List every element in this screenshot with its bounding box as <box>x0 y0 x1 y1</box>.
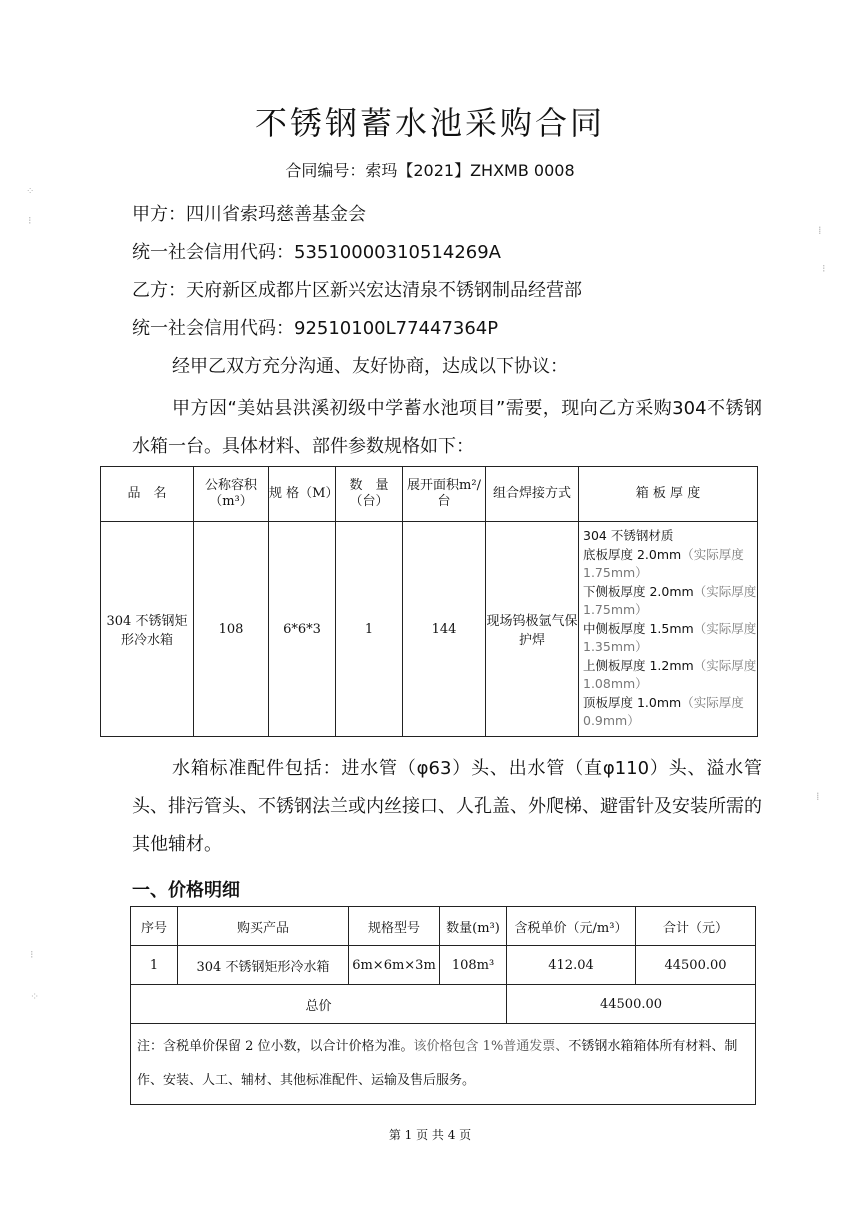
spec-cell-weld: 现场钨极氩气保护焊 <box>486 522 579 737</box>
spec-header-thickness: 箱 板 厚 度 <box>579 467 758 522</box>
spec-cell-area: 144 <box>403 522 486 737</box>
price-cell-product: 304 不锈钢矩形冷水箱 <box>178 946 349 985</box>
spec-header-qty: 数 量（台） <box>336 467 403 522</box>
thickness-line: 中侧板厚度 1.5mm（实际厚度 1.35mm） <box>583 620 757 655</box>
spec-table <box>100 466 758 737</box>
scan-smudge-right: ⁞ <box>818 224 822 237</box>
thickness-line: 上侧板厚度 1.2mm（实际厚度 1.08mm） <box>583 657 757 692</box>
price-table <box>130 906 756 1105</box>
thickness-line: 底板厚度 2.0mm（实际厚度 1.75mm） <box>583 546 744 581</box>
spec-cell-thickness <box>579 522 758 737</box>
spec-header-weld: 组合焊接方式 <box>486 467 579 522</box>
section-heading-price: 一、价格明细 <box>132 880 240 901</box>
spec-header-name: 品 名 <box>101 467 194 522</box>
spec-header-size: 规 格（M） <box>269 467 336 522</box>
price-header-product: 购买产品 <box>178 907 349 946</box>
price-header-model: 规格型号 <box>349 907 440 946</box>
price-note-row <box>131 1024 756 1105</box>
price-cell-unit-price: 412.04 <box>507 946 636 985</box>
party-a-credit-code: 统一社会信用代码：53510000310514269A <box>132 242 501 263</box>
spec-header-area: 展开面积m²/ 台 <box>403 467 486 522</box>
thickness-line: 下侧板厚度 2.0mm（实际厚度 1.75mm） <box>583 583 757 618</box>
price-cell-model: 6m×6m×3m <box>349 946 440 985</box>
price-header-row <box>131 907 756 946</box>
total-price-value: 44500.00 <box>507 985 756 1024</box>
thickness-line: 顶板厚度 1.0mm（实际厚度 0.9mm） <box>583 694 744 729</box>
spec-cell-name: 304 不锈钢矩形冷水箱 <box>101 522 194 737</box>
spec-cell-volume: 108 <box>194 522 269 737</box>
price-note: 注：含税单价保留 2 位小数，以合计价格为准。该价格包含 1%普通发票、不锈钢水箱箱体所有材料、制作、安装、人工、辅材、其他标准配件、运输及售后服务。 <box>131 1024 756 1105</box>
party-b: 乙方：天府新区成都片区新兴宏达清泉不锈钢制品经营部 <box>132 280 582 301</box>
total-price-label: 总价 <box>131 985 507 1024</box>
page-footer: 第 1 页 共 4 页 <box>388 1128 472 1142</box>
scan-smudge-left: ⁝ <box>30 948 34 961</box>
thickness-line: 304 不锈钢材质 <box>583 528 674 544</box>
spec-cell-qty: 1 <box>336 522 403 737</box>
scan-smudge-left: ⁘ <box>26 186 35 197</box>
accessories-paragraph: 水箱标准配件包括：进水管（φ63）头、出水管（直φ110）头、溢水管头、排污管头、不锈钢法兰或内丝接口、人孔盖、外爬梯、避雷针及安装所需的其他辅材。 <box>132 758 762 855</box>
spec-header-row <box>101 467 758 522</box>
spec-data-row <box>101 522 758 737</box>
price-header-index: 序号 <box>131 907 178 946</box>
document-title: 不锈钢蓄水池采购合同 <box>254 104 605 142</box>
scan-smudge-left: ⁘ <box>30 990 40 1003</box>
scan-smudge-left: ⁝ <box>28 214 32 227</box>
spec-cell-size: 6*6*3 <box>269 522 336 737</box>
party-b-credit-code: 统一社会信用代码：92510100L77447364P <box>132 318 499 339</box>
intro-paragraph: 经甲乙双方充分沟通、友好协商，达成以下协议： <box>172 356 568 377</box>
price-cell-index: 1 <box>131 946 178 985</box>
price-cell-total: 44500.00 <box>636 946 756 985</box>
price-header-qty: 数量(m³) <box>440 907 507 946</box>
party-a: 甲方：四川省索玛慈善基金会 <box>132 204 366 225</box>
contract-number: 合同编号：索玛【2021】ZHXMB 0008 <box>285 161 575 180</box>
price-cell-qty: 108m³ <box>440 946 507 985</box>
price-header-total: 合计（元） <box>636 907 756 946</box>
spec-header-volume: 公称容积（m³） <box>194 467 269 522</box>
price-data-row <box>131 946 756 985</box>
scan-smudge-right: ⁝ <box>822 262 826 275</box>
price-header-unit-price: 含税单价（元/m³） <box>507 907 636 946</box>
scan-smudge-right: ⁞ <box>816 790 820 803</box>
purpose-paragraph: 甲方因“美姑县洪溪初级中学蓄水池项目”需要，现向乙方采购304不锈钢水箱一台。具体材料、部件参数规格如下： <box>132 398 762 457</box>
price-total-row <box>131 985 756 1024</box>
